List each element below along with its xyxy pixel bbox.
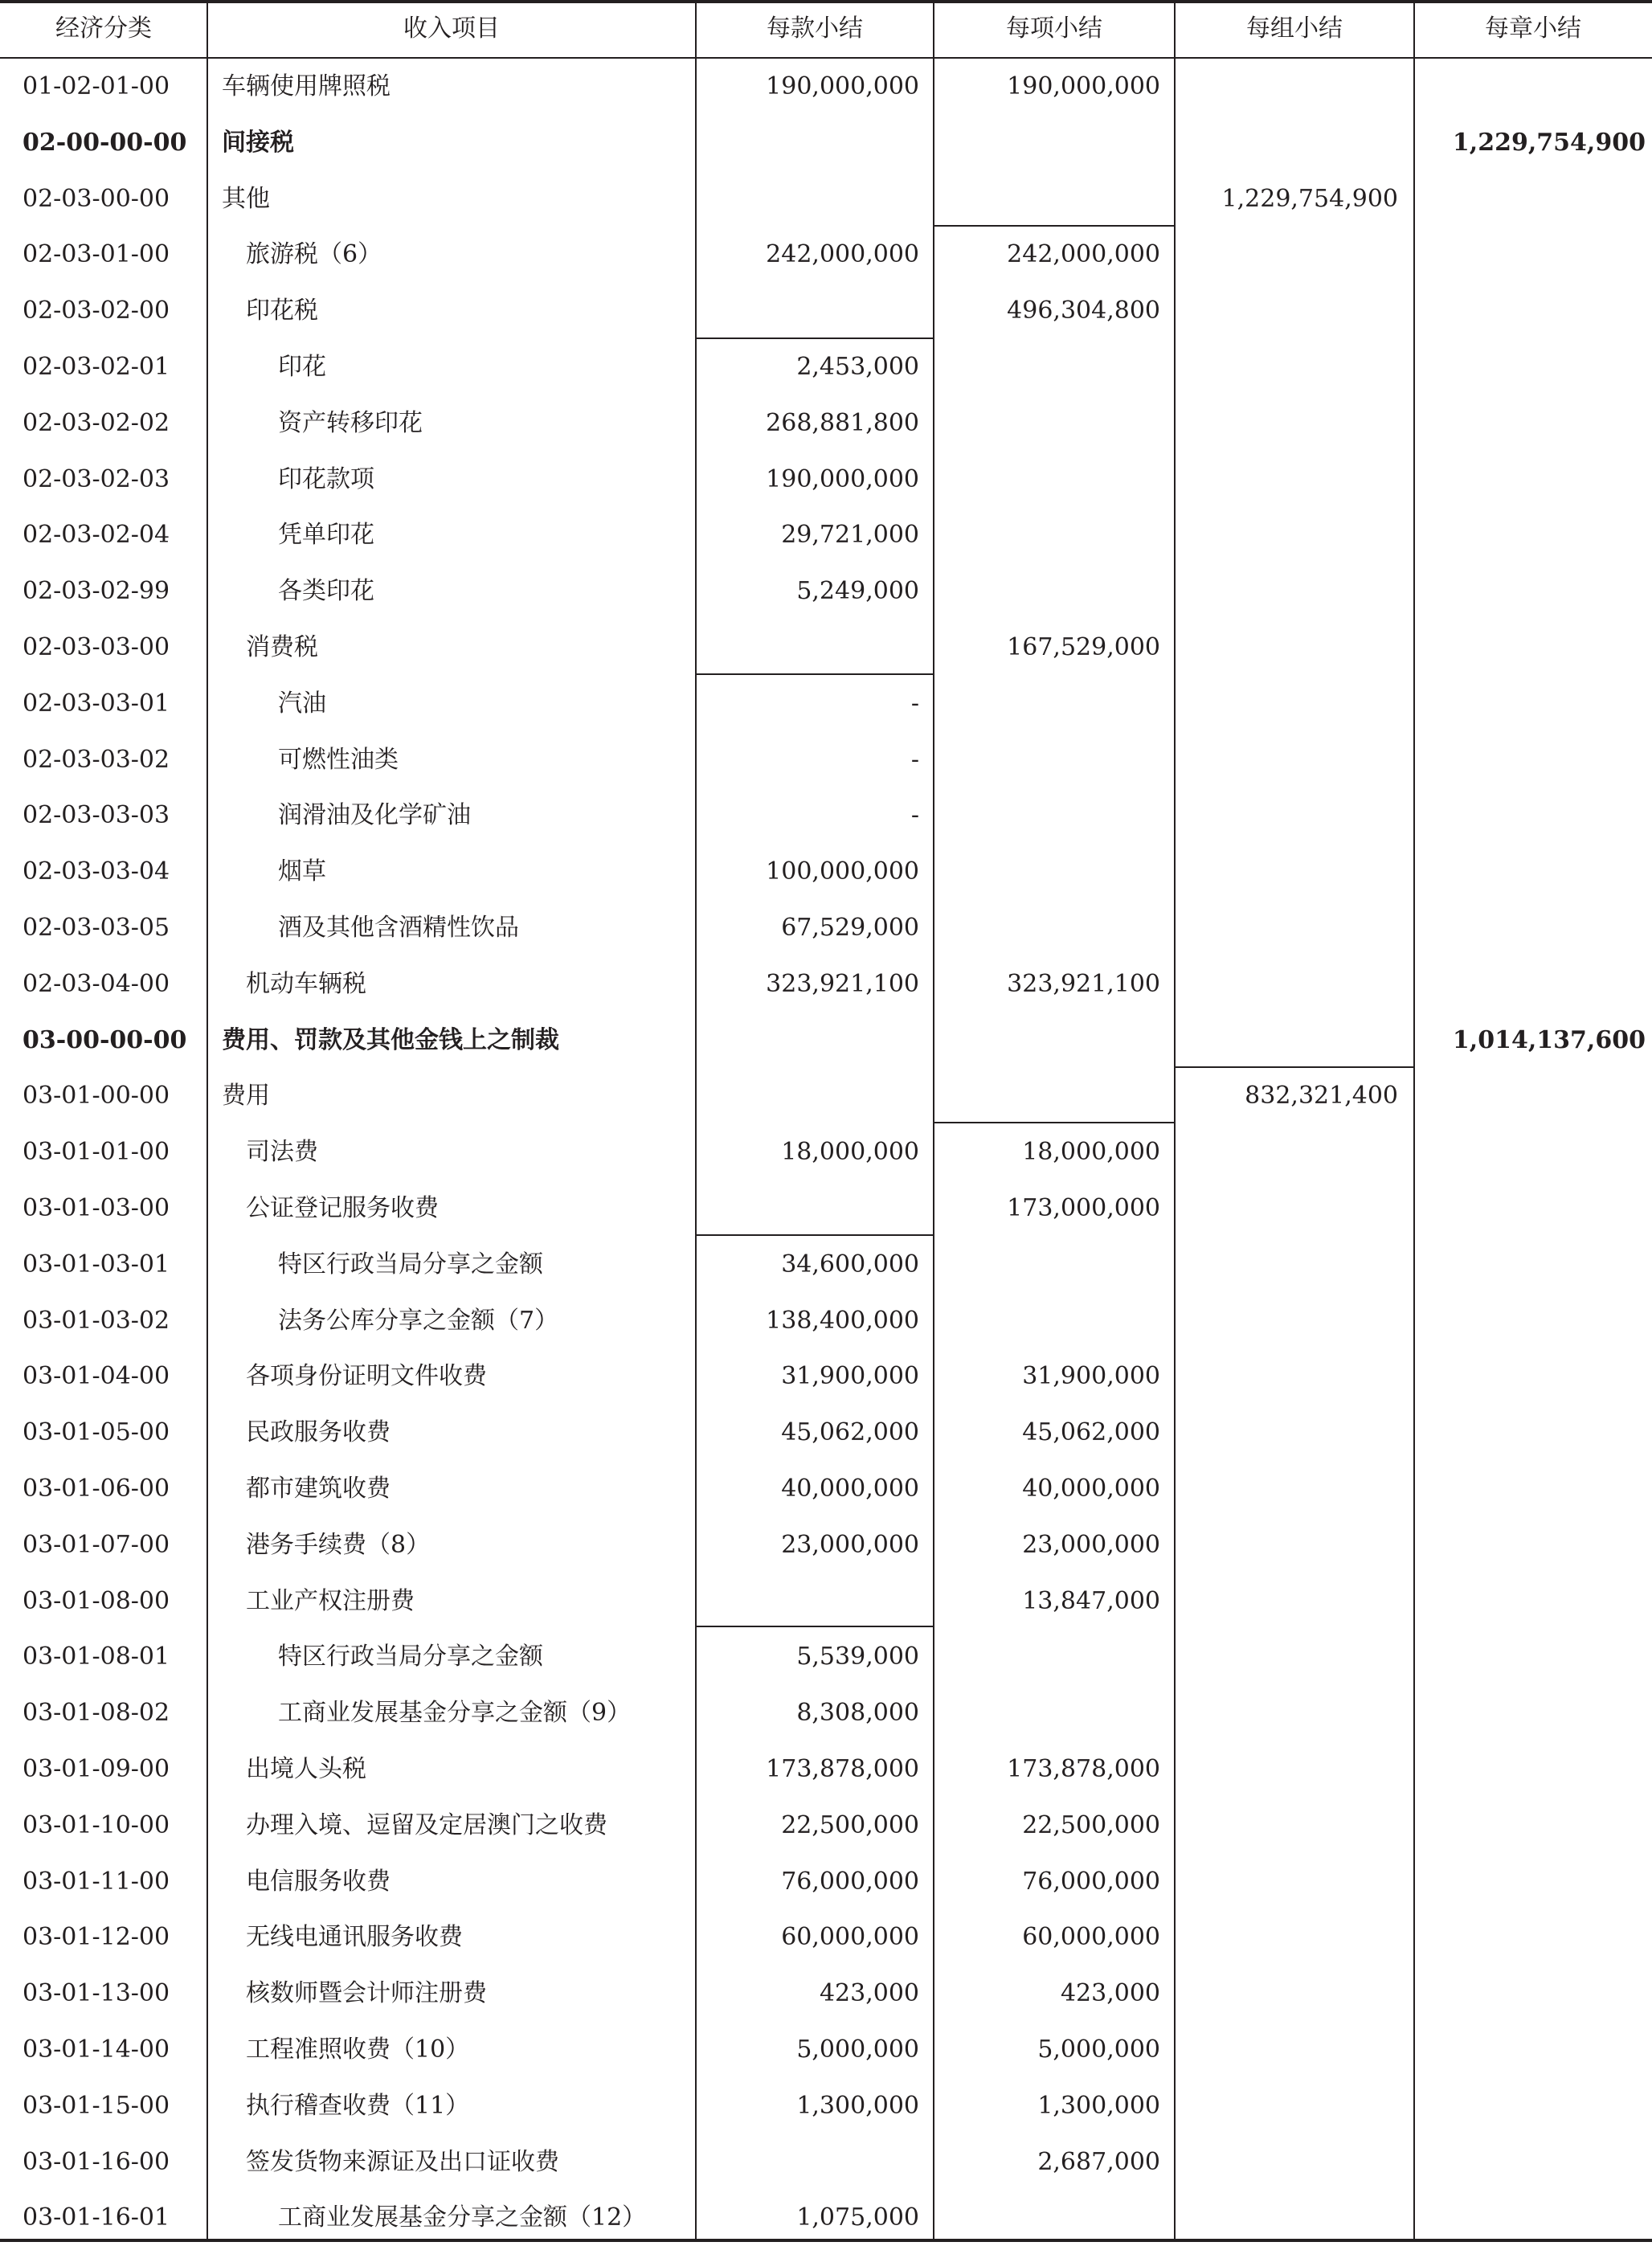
row-code: 02-00-00-00 (22, 128, 187, 157)
row-code: 03-01-16-00 (22, 2147, 170, 2176)
per-subitem-value: 423,000 (819, 1979, 919, 2008)
per-subitem-value: - (910, 801, 919, 830)
row-item-name: 印花款项 (278, 464, 374, 493)
per-subitem-value: 5,249,000 (796, 577, 919, 606)
row-item-name: 核数师暨会计师注册费 (246, 1979, 487, 2008)
per-subitem-value: 34,600,000 (781, 1250, 919, 1278)
row-item-name: 费用 (222, 1082, 270, 1111)
row-code: 03-01-04-00 (22, 1362, 170, 1391)
row-code: 02-03-03-00 (22, 633, 170, 661)
per-item-value: 242,000,000 (1007, 240, 1160, 269)
per-subitem-value: 31,900,000 (781, 1362, 919, 1391)
row-code: 03-01-09-00 (22, 1755, 170, 1783)
per-item-value: 23,000,000 (1022, 1530, 1160, 1559)
per-subitem-value: 5,000,000 (796, 2035, 919, 2064)
row-item-name: 特区行政当局分享之金额 (278, 1643, 543, 1671)
row-item-name: 特区行政当局分享之金额 (278, 1250, 543, 1278)
header-per-subitem-total: 每款小结 (767, 14, 863, 43)
per-item-value: 423,000 (1060, 1979, 1160, 2008)
per-chapter-value: 1,014,137,600 (1452, 1025, 1646, 1054)
row-code: 03-01-08-02 (22, 1699, 170, 1728)
per-item-value: 167,529,000 (1007, 633, 1160, 661)
row-item-name: 港务手续费（8） (246, 1530, 431, 1559)
row-item-name: 公证登记服务收费 (246, 1194, 439, 1222)
per-subitem-value: 5,539,000 (796, 1643, 919, 1671)
per-item-value: 173,000,000 (1007, 1194, 1160, 1222)
row-item-name: 印花 (278, 353, 326, 381)
header-per-group-total: 每组小结 (1246, 14, 1343, 43)
row-code: 03-01-07-00 (22, 1530, 170, 1559)
per-subitem-value: 8,308,000 (796, 1699, 919, 1728)
per-item-value: 2,687,000 (1037, 2147, 1160, 2176)
row-code: 03-01-08-00 (22, 1586, 170, 1615)
row-code: 02-03-02-99 (22, 577, 170, 606)
row-code: 03-01-10-00 (22, 1810, 170, 1839)
row-item-name: 各类印花 (278, 577, 374, 606)
row-code: 02-03-03-03 (22, 801, 170, 830)
row-item-name: 消费税 (246, 633, 318, 661)
row-item-name: 烟草 (278, 857, 326, 886)
row-item-name: 司法费 (246, 1138, 318, 1167)
row-code: 02-03-03-04 (22, 857, 170, 886)
row-item-name: 各项身份证明文件收费 (246, 1362, 487, 1391)
row-item-name: 电信服务收费 (246, 1867, 391, 1896)
row-code: 03-01-01-00 (22, 1138, 170, 1167)
row-code: 01-02-01-00 (22, 72, 170, 100)
row-item-name: 印花税 (246, 297, 318, 325)
per-subitem-value: 22,500,000 (781, 1810, 919, 1839)
row-item-name: 凭单印花 (278, 521, 374, 550)
per-subitem-value: 100,000,000 (766, 857, 919, 886)
row-code: 02-03-03-02 (22, 745, 170, 774)
row-code: 03-01-14-00 (22, 2035, 170, 2064)
row-code: 02-03-04-00 (22, 969, 170, 998)
per-subitem-value: 1,075,000 (796, 2203, 919, 2232)
row-item-name: 其他 (222, 184, 270, 213)
group-rule (934, 1122, 1175, 1123)
row-item-name: 可燃性油类 (278, 745, 399, 774)
column-divider (933, 0, 934, 2242)
row-item-name: 工业产权注册费 (246, 1586, 415, 1615)
row-code: 03-01-03-00 (22, 1194, 170, 1222)
row-code: 02-03-02-01 (22, 353, 170, 381)
per-subitem-value: 60,000,000 (781, 1923, 919, 1952)
per-subitem-value: 190,000,000 (766, 72, 919, 100)
group-rule (696, 1626, 934, 1627)
per-group-value: 832,321,400 (1245, 1082, 1398, 1111)
per-item-value: 60,000,000 (1022, 1923, 1160, 1952)
per-chapter-value: 1,229,754,900 (1452, 128, 1646, 157)
row-code: 02-03-03-01 (22, 689, 170, 718)
per-subitem-value: 29,721,000 (781, 521, 919, 550)
per-subitem-value: 1,300,000 (796, 2091, 919, 2120)
row-code: 03-00-00-00 (22, 1025, 187, 1054)
header-per-chapter-total: 每章小结 (1485, 14, 1581, 43)
column-divider (1413, 0, 1415, 2242)
per-subitem-value: 18,000,000 (781, 1138, 919, 1167)
row-item-name: 旅游税（6） (246, 240, 382, 269)
row-code: 03-01-08-01 (22, 1643, 170, 1671)
row-code: 02-03-03-05 (22, 914, 170, 942)
per-item-value: 18,000,000 (1022, 1138, 1160, 1167)
row-item-name: 机动车辆税 (246, 969, 366, 998)
per-subitem-value: - (910, 689, 919, 718)
row-code: 03-01-05-00 (22, 1418, 170, 1447)
per-subitem-value: 138,400,000 (766, 1306, 919, 1335)
row-item-name: 都市建筑收费 (246, 1475, 391, 1503)
per-subitem-value: 242,000,000 (766, 240, 919, 269)
per-subitem-value: 2,453,000 (796, 353, 919, 381)
per-item-value: 40,000,000 (1022, 1475, 1160, 1503)
row-item-name: 工商业发展基金分享之金额（9） (278, 1699, 632, 1728)
row-code: 03-01-16-01 (22, 2203, 170, 2232)
row-code: 03-01-06-00 (22, 1475, 170, 1503)
per-subitem-value: 67,529,000 (781, 914, 919, 942)
row-code: 03-01-03-01 (22, 1250, 170, 1278)
row-item-name: 间接税 (222, 128, 294, 157)
per-subitem-value: 76,000,000 (781, 1867, 919, 1896)
row-code: 02-03-02-00 (22, 297, 170, 325)
row-code: 03-01-15-00 (22, 2091, 170, 2120)
row-item-name: 法务公库分享之金额（7） (278, 1306, 559, 1335)
column-divider (1174, 0, 1176, 2242)
column-divider (206, 0, 208, 2242)
per-item-value: 76,000,000 (1022, 1867, 1160, 1896)
per-item-value: 173,878,000 (1007, 1755, 1160, 1783)
per-item-value: 1,300,000 (1037, 2091, 1160, 2120)
column-divider (695, 0, 697, 2242)
per-item-value: 31,900,000 (1022, 1362, 1160, 1391)
row-code: 03-01-13-00 (22, 1979, 170, 2008)
row-item-name: 出境人头税 (246, 1755, 366, 1783)
per-item-value: 13,847,000 (1022, 1586, 1160, 1615)
per-subitem-value: 268,881,800 (766, 408, 919, 437)
per-group-value: 1,229,754,900 (1221, 184, 1398, 213)
per-subitem-value: 23,000,000 (781, 1530, 919, 1559)
row-code: 03-01-00-00 (22, 1082, 170, 1111)
per-subitem-value: - (910, 745, 919, 774)
row-item-name: 办理入境、逗留及定居澳门之收费 (246, 1810, 607, 1839)
row-item-name: 签发货物来源证及出口证收费 (246, 2147, 559, 2176)
row-code: 03-01-03-02 (22, 1306, 170, 1335)
row-code: 02-03-02-03 (22, 464, 170, 493)
per-item-value: 323,921,100 (1007, 969, 1160, 998)
row-item-name: 汽油 (278, 689, 326, 718)
per-item-value: 496,304,800 (1007, 297, 1160, 325)
row-item-name: 车辆使用牌照税 (222, 72, 391, 100)
row-code: 02-03-02-04 (22, 521, 170, 550)
row-code: 02-03-02-02 (22, 408, 170, 437)
per-subitem-value: 323,921,100 (766, 969, 919, 998)
row-item-name: 酒及其他含酒精性饮品 (278, 914, 519, 942)
per-item-value: 190,000,000 (1007, 72, 1160, 100)
per-subitem-value: 40,000,000 (781, 1475, 919, 1503)
row-item-name: 民政服务收费 (246, 1418, 391, 1447)
header-per-item-total: 每项小结 (1006, 14, 1102, 43)
header-revenue-item: 收入项目 (403, 14, 500, 43)
per-item-value: 22,500,000 (1022, 1810, 1160, 1839)
row-item-name: 工商业发展基金分享之金额（12） (278, 2203, 647, 2232)
group-rule (696, 673, 934, 675)
top-rule (0, 0, 1652, 3)
per-item-value: 45,062,000 (1022, 1418, 1160, 1447)
row-code: 03-01-11-00 (22, 1867, 170, 1896)
row-item-name: 工程准照收费（10） (246, 2035, 470, 2064)
per-subitem-value: 173,878,000 (766, 1755, 919, 1783)
row-item-name: 费用、罚款及其他金钱上之制裁 (222, 1025, 559, 1054)
header-economic-class: 经济分类 (55, 14, 152, 43)
row-code: 02-03-01-00 (22, 240, 170, 269)
per-subitem-value: 190,000,000 (766, 464, 919, 493)
row-code: 02-03-00-00 (22, 184, 170, 213)
per-subitem-value: 45,062,000 (781, 1418, 919, 1447)
per-item-value: 5,000,000 (1037, 2035, 1160, 2064)
row-item-name: 执行稽查收费（11） (246, 2091, 470, 2120)
row-code: 03-01-12-00 (22, 1923, 170, 1952)
group-rule (696, 1234, 934, 1236)
row-item-name: 无线电通讯服务收费 (246, 1923, 463, 1952)
row-item-name: 资产转移印花 (278, 408, 423, 437)
row-item-name: 润滑油及化学矿油 (278, 801, 471, 830)
